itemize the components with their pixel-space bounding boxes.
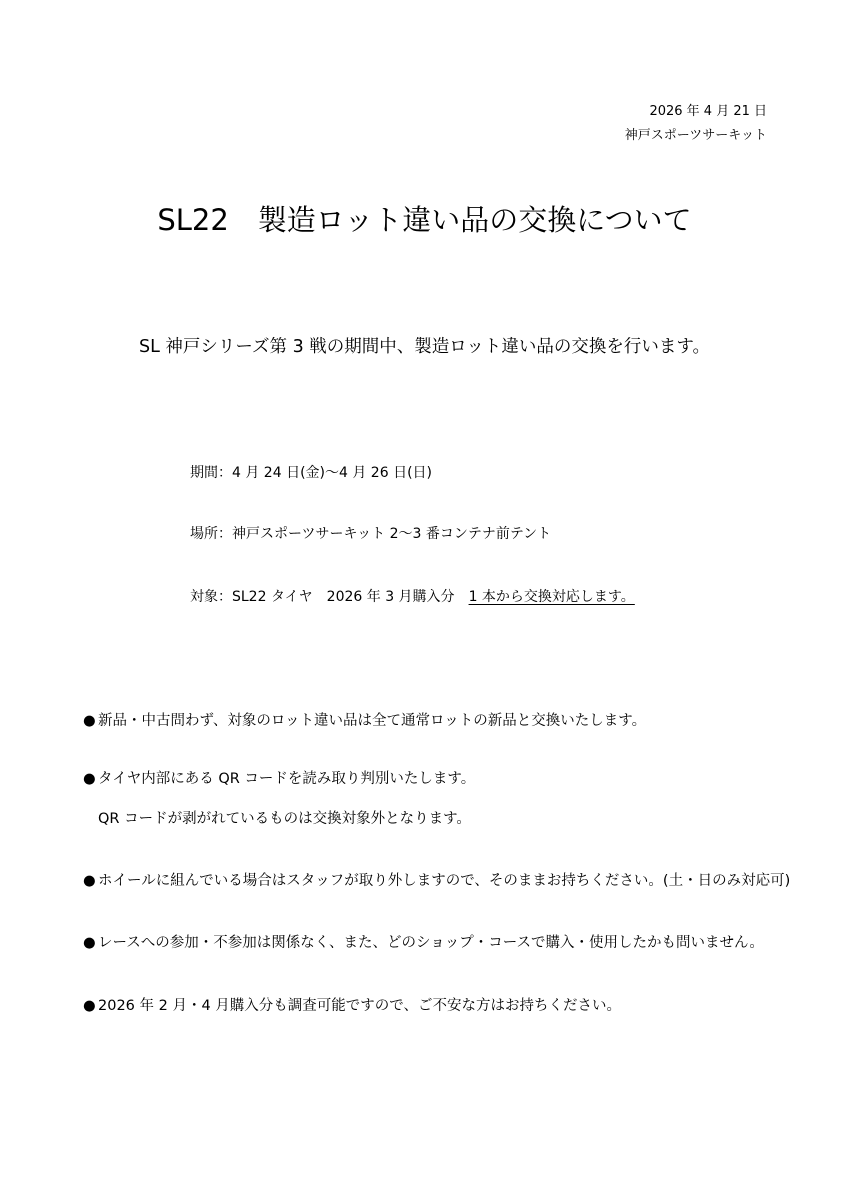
bullet-icon: ● xyxy=(83,771,96,787)
note-text: ホイールに組んでいる場合はスタッフが取り外しますので、そのままお持ちください。(土・日のみ対応可) xyxy=(98,873,791,889)
bullet-icon: ● xyxy=(83,935,96,951)
detail-place-value: 神戸スポーツサーキット 2～3 番コンテナ前テント xyxy=(232,526,552,542)
document-date: 2026 年 4 月 21 日 xyxy=(649,104,767,119)
bullet-icon: ● xyxy=(83,998,96,1014)
note-item xyxy=(83,713,646,730)
document-title: SL22 製造ロット違い品の交換について xyxy=(157,203,692,237)
detail-target xyxy=(190,589,635,606)
issuer-name: 神戸スポーツサーキット xyxy=(624,128,767,143)
note-item xyxy=(83,771,475,788)
note-text: 新品・中古問わず、対象のロット違い品は全て通常ロットの新品と交換いたします。 xyxy=(98,713,647,729)
detail-place xyxy=(190,526,551,543)
bullet-icon: ● xyxy=(83,873,96,889)
detail-period xyxy=(190,465,432,482)
note-item xyxy=(83,873,790,890)
detail-place-label: 場所： xyxy=(190,526,232,542)
note-item xyxy=(83,935,764,952)
note-text: レースへの参加・不参加は関係なく、また、どのショップ・コースで購入・使用したかも問いません。 xyxy=(98,935,764,951)
detail-target-value: SL22 タイヤ 2026 年 3 月購入分 xyxy=(232,589,469,605)
note-text: 2026 年 2 月・4 月購入分も調査可能ですので、ご不安な方はお持ちください。 xyxy=(98,998,621,1014)
detail-period-value: 4 月 24 日(金)～4 月 26 日(日) xyxy=(232,465,432,481)
detail-target-label: 対象： xyxy=(190,589,232,605)
bullet-icon: ● xyxy=(83,713,96,729)
note-item xyxy=(83,998,621,1015)
detail-period-label: 期間： xyxy=(190,465,232,481)
intro-text: SL 神戸シリーズ第 3 戦の期間中、製造ロット違い品の交換を行います。 xyxy=(138,337,711,357)
note-text: タイヤ内部にある QR コードを読み取り判別いたします。 xyxy=(98,771,476,787)
detail-target-emphasis: 1 本から交換対応します。 xyxy=(468,589,635,605)
note-continuation: QR コードが剥がれているものは交換対象外となります。 xyxy=(98,811,471,827)
